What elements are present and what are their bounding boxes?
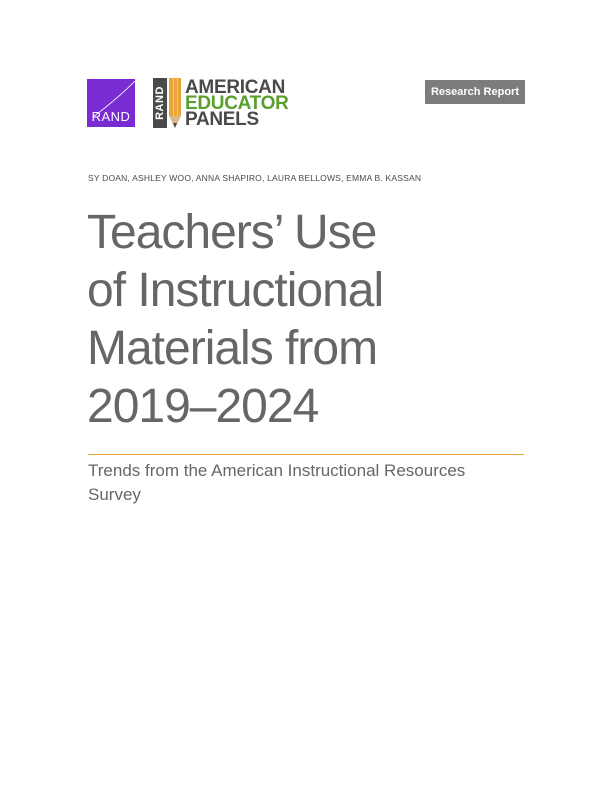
authors: SY DOAN, ASHLEY WOO, ANNA SHAPIRO, LAURA BELLOWS, EMMA B. KASSAN bbox=[88, 173, 422, 183]
title-line: of Instructional bbox=[87, 264, 384, 317]
american-educator-panels-logo bbox=[153, 78, 293, 130]
title-divider bbox=[88, 454, 524, 455]
aep-line-american: AMERICAN bbox=[185, 77, 285, 98]
report-subtitle: Trends from the American Instructional Resources Survey bbox=[88, 461, 466, 504]
pencil-icon bbox=[169, 78, 181, 128]
title-line: Materials from bbox=[87, 322, 378, 375]
report-type-badge: Research Report bbox=[425, 80, 525, 104]
report-title bbox=[87, 204, 527, 436]
rand-logo bbox=[87, 79, 135, 127]
aep-rand-text: RAND bbox=[154, 86, 166, 120]
title-line: 2019–2024 bbox=[87, 380, 319, 433]
aep-rand-block bbox=[153, 78, 167, 128]
title-line: Teachers’ Use bbox=[87, 206, 377, 259]
rand-logo-text: RAND bbox=[91, 109, 131, 124]
aep-line-panels: PANELS bbox=[185, 109, 259, 130]
aep-line-educator: EDUCATOR bbox=[185, 93, 289, 114]
